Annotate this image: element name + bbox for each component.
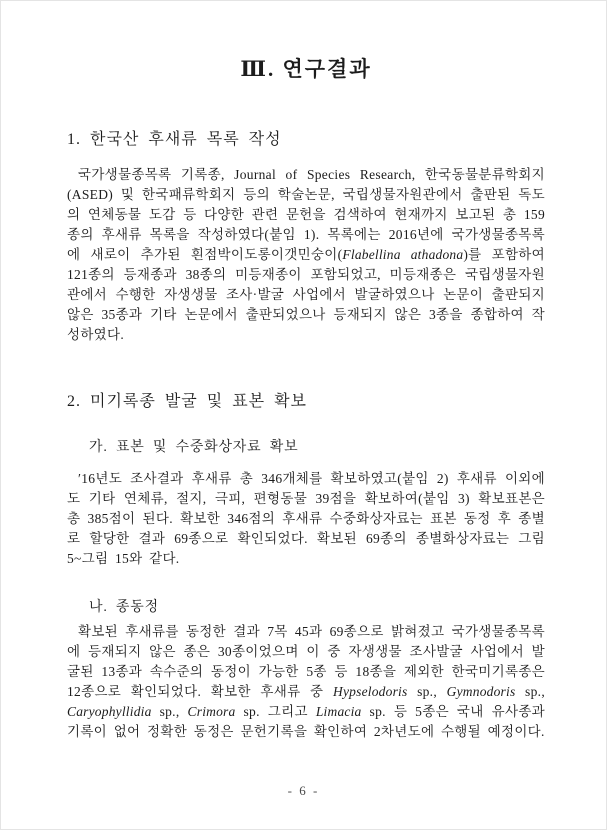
text-segment: sp., xyxy=(407,684,447,699)
document-title: Ⅲ. 연구결과 xyxy=(240,57,372,81)
text-segment: ′16년도 조사결과 후새류 총 346개체를 확보하였고(붙임 2) 후새류 이외에도 기타 연체류, 절지, 극피, 편형동물 39점을 확보하여(붙임 3) 확보표본은 총 385점이 된다. 확보한 346점의 후새류 수중화상자료는 표본 동정 후 종별로 할당한 결과 69종으로 확인되었다. 확보된 69종의 종별화상자료는 그림 5~그림 15와 같다. xyxy=(67,471,545,566)
section-2-heading: 2. 미기록종 발굴 및 표본 확보 xyxy=(67,393,308,410)
species-name-italic: Flabellina athadona xyxy=(342,247,464,262)
section-1-heading: 1. 한국산 후새류 목록 작성 xyxy=(67,131,282,148)
species-name-italic: Hypselodoris xyxy=(333,684,408,699)
text-segment: )를 포함하여 121종의 등재종과 38종의 미등재종이 포함되었고, 미등재종은 국립생물자원관에서 수행한 자생생물 조사·발굴 사업에서 발굴하였으나 논문이 출판되지 않은 35종과 기타 논문에서 출판되었으나 등재되지 않은 3종을 종합하여 작성하였다. xyxy=(67,247,545,342)
subsection-ga-heading: 가. 표본 및 수중화상자료 확보 xyxy=(89,440,299,455)
text-segment: sp. 등 5종은 국내 유사종과 기록이 없어 정확한 동정은 문헌기록을 확인하여 2차년도에 수행될 예정이다. xyxy=(67,704,545,739)
species-name-italic: Limacia xyxy=(315,704,362,719)
text-segment: sp., xyxy=(515,684,545,699)
section-1-paragraph xyxy=(67,165,545,345)
page-number: - 6 - xyxy=(287,783,320,798)
text-segment: 확보된 후새류를 동정한 결과 7목 45과 69종으로 밝혀졌고 국가생물종목록에 등재되지 않은 종은 30종이었으며 이 중 자생생물 조사발굴 사업에서 발굴된 13종과 속수준의 동정이 가능한 5종 등 18종을 제외한 한국미기록종은 12종으로 확인되었다. 확보한 후새류 중 xyxy=(67,624,545,699)
species-name-italic: Caryophyllidia xyxy=(67,704,152,719)
subsection-na-heading: 나. 종동정 xyxy=(89,600,159,615)
subsection-na-paragraph xyxy=(67,622,545,742)
species-name-italic: Gymnodoris xyxy=(446,684,516,699)
text-segment: 국가생물종목록 기록종, Journal of Species Research, 한국동물분류학회지 (ASED) 및 한국패류학회지 등의 학술논문, 국립생물자원관에서 출판된 독도의 연체동물 도감 등 다양한 관련 문헌을 검색하여 현재까지 보고된 총 159종의 후새류 목록을 작성하였다(붙임 1). 목록에는 2016년에 국가생물종목록에 새로이 추가된 흰점박이도롱이갯민숭이( xyxy=(67,167,545,262)
text-segment: sp., xyxy=(151,704,188,719)
subsection-ga-paragraph xyxy=(67,469,545,569)
text-segment: sp. 그리고 xyxy=(235,704,316,719)
species-name-italic: Crimora xyxy=(187,704,236,719)
